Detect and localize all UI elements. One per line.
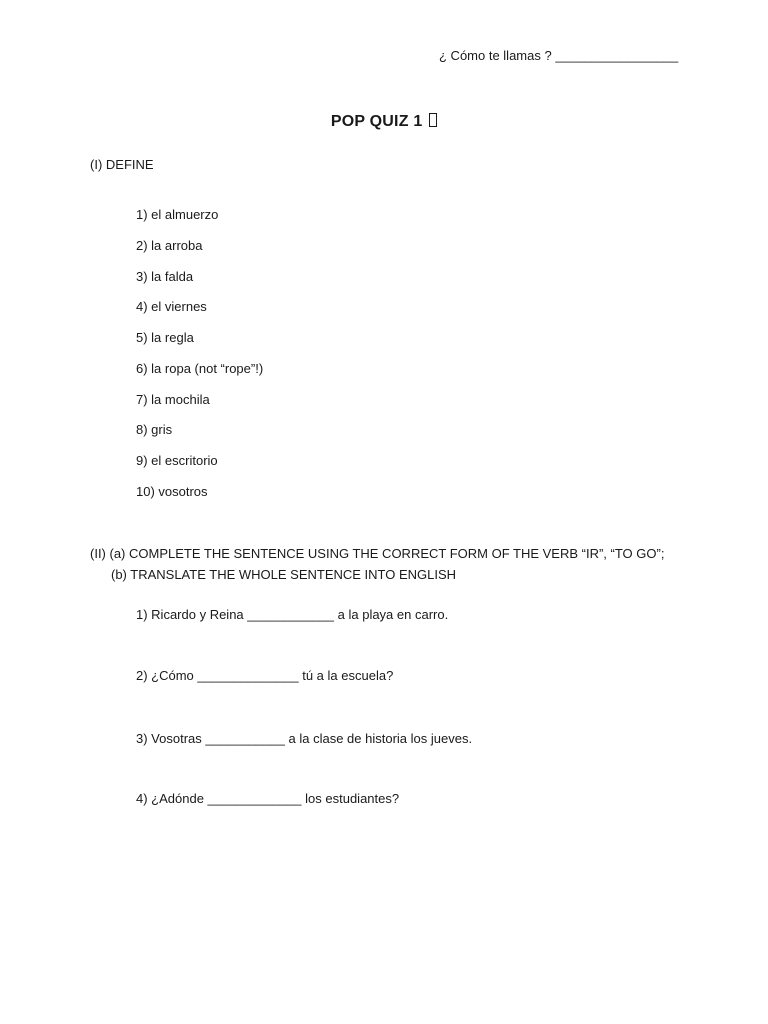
section-complete-heading: (II) (a) COMPLETE THE SENTENCE USING THE CORRECT FORM OF THE VERB “IR”, “TO GO”; xyxy=(90,546,665,561)
missing-glyph-icon xyxy=(429,113,437,127)
sentence-item: 3) Vosotras ___________ a la clase de historia los jueves. xyxy=(136,731,473,746)
name-prompt: ¿ Cómo te llamas ? _________________ xyxy=(439,48,679,63)
quiz-title-text: POP QUIZ 1 xyxy=(330,113,423,130)
section-define-heading: (I) DEFINE xyxy=(90,157,154,172)
define-item: 8) gris xyxy=(136,422,173,437)
sentence-item: 1) Ricardo y Reina ____________ a la playa en carro. xyxy=(136,607,449,622)
define-item: 4) el viernes xyxy=(136,299,207,314)
define-item: 9) el escritorio xyxy=(136,453,218,468)
define-item: 6) la ropa (not “rope”!) xyxy=(136,361,264,376)
define-item: 10) vosotros xyxy=(136,484,208,499)
define-item: 1) el almuerzo xyxy=(136,207,219,222)
define-item: 7) la mochila xyxy=(136,392,210,407)
sentence-item: 2) ¿Cómo ______________ tú a la escuela? xyxy=(136,668,394,683)
define-item: 2) la arroba xyxy=(136,238,203,253)
quiz-title xyxy=(0,113,768,131)
define-item: 5) la regla xyxy=(136,330,194,345)
section-translate-subheading: (b) TRANSLATE THE WHOLE SENTENCE INTO ENGLISH xyxy=(111,567,457,582)
sentence-item: 4) ¿Adónde _____________ los estudiantes? xyxy=(136,791,400,806)
define-item: 3) la falda xyxy=(136,269,194,284)
